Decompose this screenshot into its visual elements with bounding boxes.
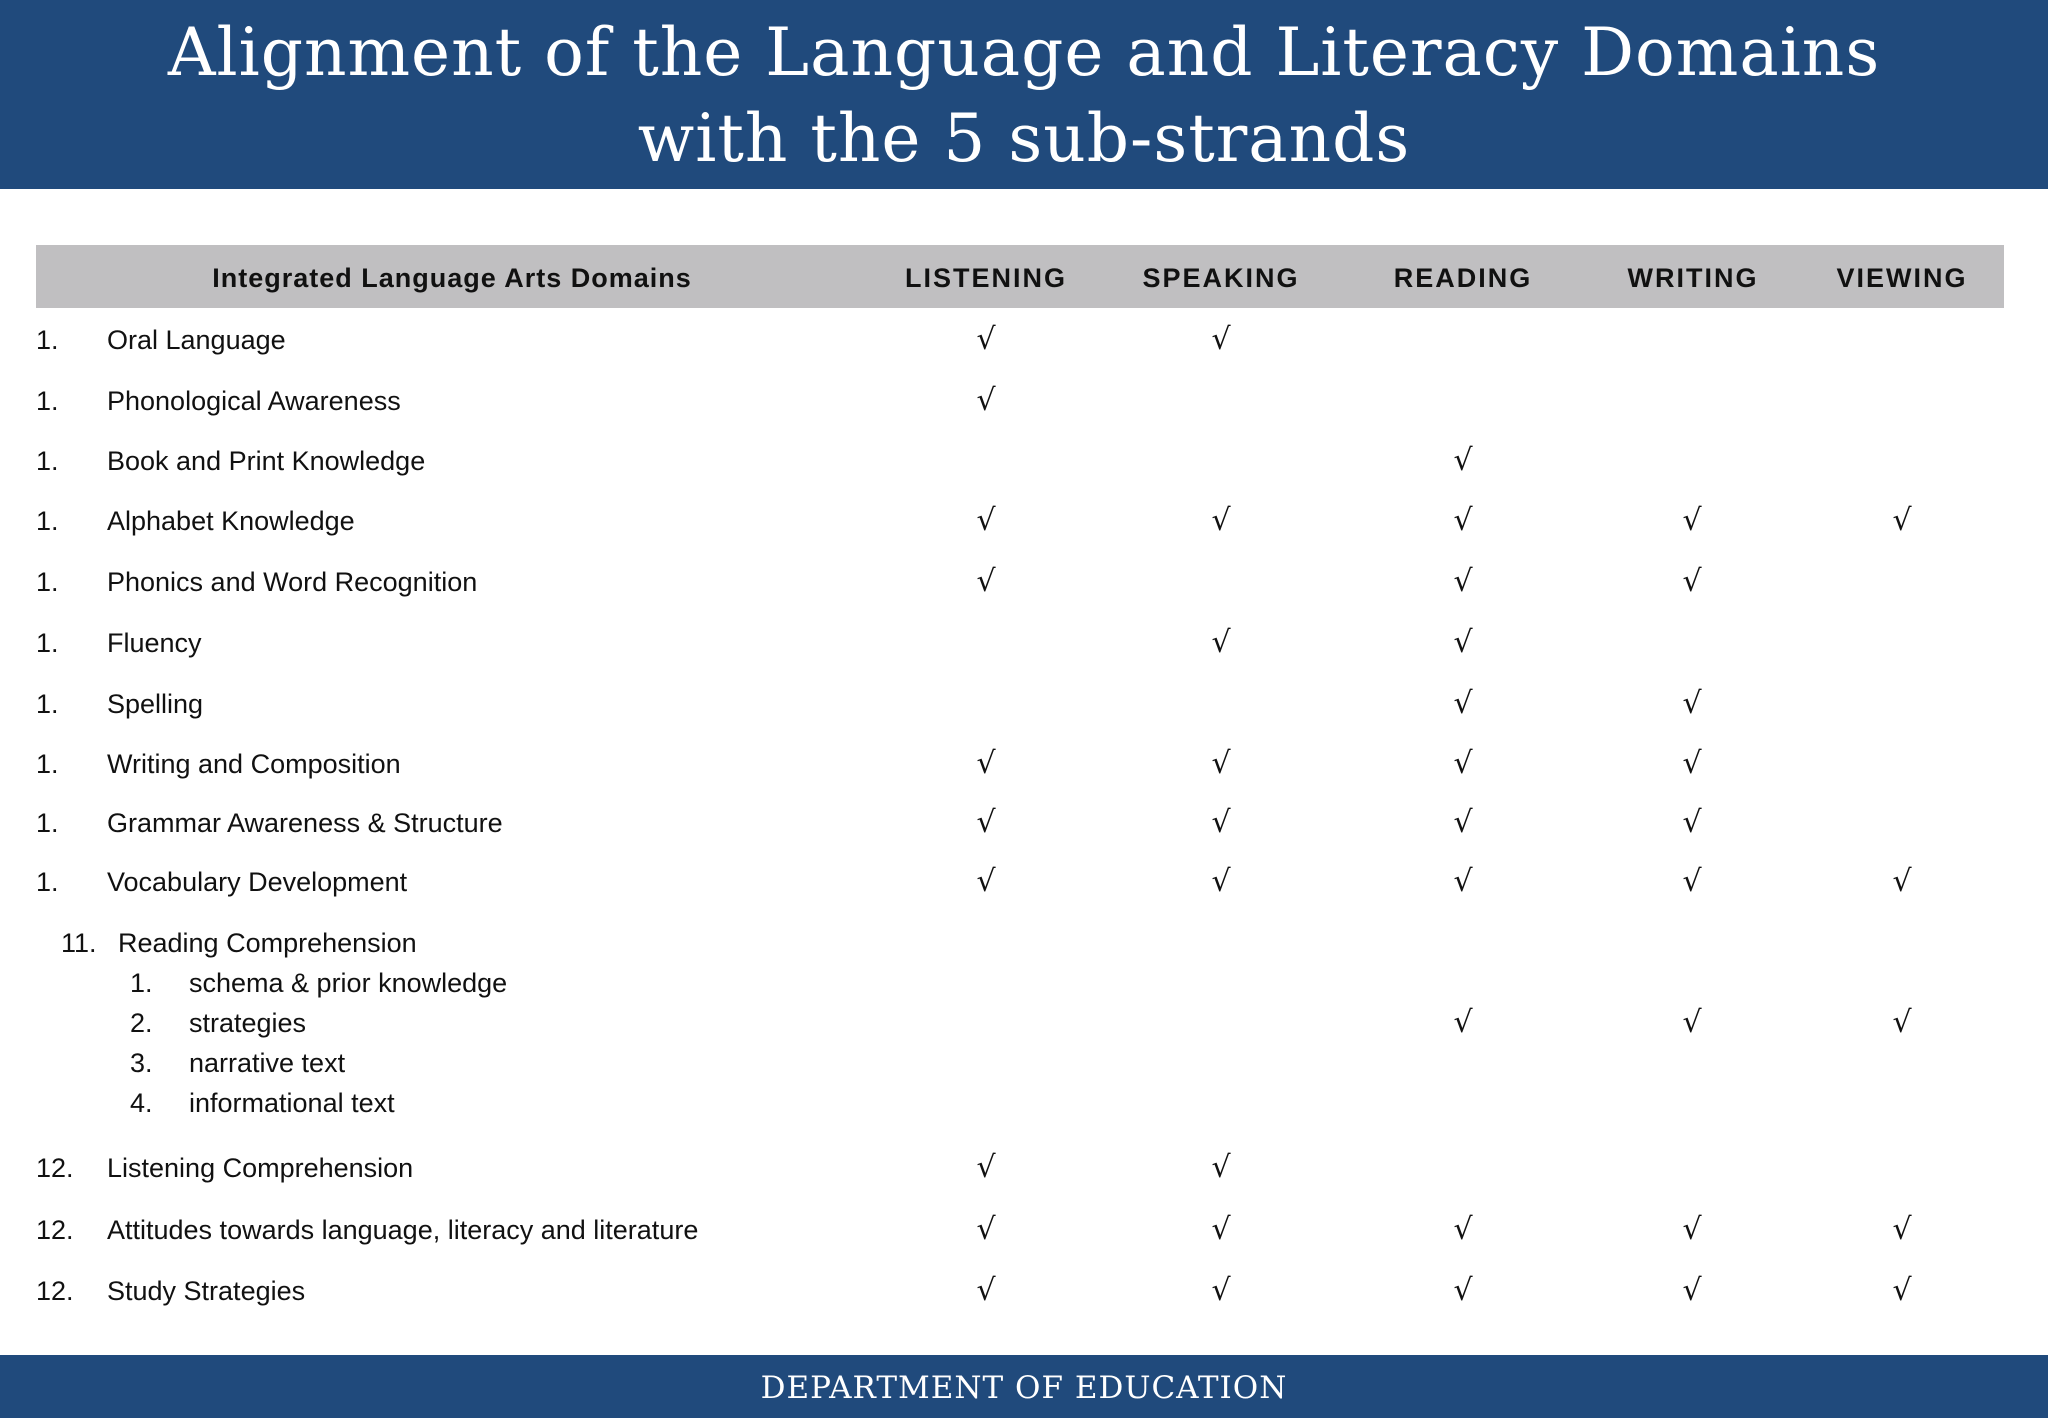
table-row — [0, 436, 2048, 486]
check-mark-listening: √ — [976, 805, 996, 840]
row-label: Attitudes towards language, literacy and literature — [107, 1215, 699, 1245]
check-mark-speaking: √ — [1211, 805, 1231, 840]
page-title-line-2: with the 5 sub-strands — [637, 100, 1411, 177]
row-number: 1. — [36, 446, 59, 476]
header-speaking: SPEAKING — [1142, 263, 1300, 293]
row-label: Oral Language — [107, 325, 286, 355]
row-number: 1. — [36, 689, 59, 719]
check-mark-listening: √ — [976, 1150, 996, 1185]
row-number: 1. — [36, 386, 59, 416]
check-mark-reading: √ — [1453, 564, 1473, 599]
subitem-label: informational text — [189, 1088, 395, 1118]
table-row — [0, 376, 2048, 426]
check-mark-speaking: √ — [1211, 322, 1231, 357]
check-mark-listening: √ — [976, 322, 996, 357]
check-mark-speaking: √ — [1211, 1150, 1231, 1185]
header-viewing: VIEWING — [1836, 263, 1968, 293]
row-number: 1. — [36, 325, 59, 355]
table-row — [0, 315, 2048, 365]
check-mark-writing: √ — [1682, 1005, 1702, 1040]
row-label: Spelling — [107, 689, 204, 719]
row-number: 1. — [36, 628, 59, 658]
row-number: 1. — [36, 506, 59, 536]
row-number: 12. — [36, 1276, 74, 1306]
row-number: 1. — [36, 567, 59, 597]
table-row — [0, 1266, 2048, 1316]
row-label: Reading Comprehension — [118, 928, 417, 958]
subitem-label: narrative text — [189, 1048, 346, 1078]
check-mark-viewing: √ — [1892, 864, 1912, 899]
check-mark-listening: √ — [976, 746, 996, 781]
table-row — [0, 679, 2048, 729]
check-mark-writing: √ — [1682, 503, 1702, 538]
subitem-label: strategies — [189, 1008, 307, 1038]
check-mark-reading: √ — [1453, 503, 1473, 538]
check-mark-writing: √ — [1682, 686, 1702, 721]
row-number: 11. — [61, 928, 97, 958]
footer-text: DEPARTMENT OF EDUCATION — [760, 1370, 1288, 1406]
subitem-number: 3. — [130, 1048, 153, 1078]
subitem-number: 1. — [130, 968, 153, 998]
check-mark-writing: √ — [1682, 1212, 1702, 1247]
check-mark-listening: √ — [976, 503, 996, 538]
check-mark-listening: √ — [976, 1212, 996, 1247]
check-mark-reading: √ — [1453, 443, 1473, 478]
row-number: 12. — [36, 1215, 74, 1245]
header-writing: WRITING — [1627, 263, 1759, 293]
row-label: Listening Comprehension — [107, 1153, 414, 1183]
table-row — [0, 618, 2048, 668]
row-label: Writing and Composition — [107, 749, 401, 779]
check-mark-writing: √ — [1682, 1273, 1702, 1308]
check-mark-speaking: √ — [1211, 1273, 1231, 1308]
check-mark-reading: √ — [1453, 805, 1473, 840]
row-label: Phonological Awareness — [107, 386, 401, 416]
check-mark-writing: √ — [1682, 746, 1702, 781]
table-row — [0, 496, 2048, 546]
table-row — [0, 739, 2048, 789]
table-row — [0, 798, 2048, 848]
check-mark-reading: √ — [1453, 625, 1473, 660]
title-banner — [0, 0, 2048, 189]
row-label: Alphabet Knowledge — [107, 506, 355, 536]
check-mark-reading: √ — [1453, 686, 1473, 721]
table-row — [0, 1205, 2048, 1255]
table-row — [0, 557, 2048, 607]
subitem-number: 2. — [130, 1008, 153, 1038]
footer-banner — [0, 1355, 2048, 1418]
check-mark-reading: √ — [1453, 1212, 1473, 1247]
subitem-label: schema & prior knowledge — [189, 968, 508, 998]
check-mark-reading: √ — [1453, 864, 1473, 899]
table-header — [36, 245, 2004, 308]
row-label: Study Strategies — [107, 1276, 306, 1306]
check-mark-viewing: √ — [1892, 503, 1912, 538]
row-label: Phonics and Word Recognition — [107, 567, 478, 597]
row-label: Vocabulary Development — [107, 867, 408, 897]
check-mark-viewing: √ — [1892, 1005, 1912, 1040]
check-mark-speaking: √ — [1211, 1212, 1231, 1247]
check-mark-listening: √ — [976, 864, 996, 899]
row-number: 1. — [36, 749, 59, 779]
row-number: 1. — [36, 867, 59, 897]
check-mark-speaking: √ — [1211, 625, 1231, 660]
check-mark-reading: √ — [1453, 1273, 1473, 1308]
row-number: 12. — [36, 1153, 74, 1183]
check-mark-listening: √ — [976, 564, 996, 599]
check-mark-writing: √ — [1682, 864, 1702, 899]
row-number: 1. — [36, 808, 59, 838]
row-label: Grammar Awareness & Structure — [107, 808, 503, 838]
table-row — [0, 1143, 2048, 1193]
page-title-line-1: Alignment of the Language and Literacy Domains — [167, 14, 1881, 91]
check-mark-viewing: √ — [1892, 1273, 1912, 1308]
header-listening: LISTENING — [904, 263, 1068, 293]
header-reading: READING — [1393, 263, 1533, 293]
check-mark-writing: √ — [1682, 564, 1702, 599]
table-row — [0, 857, 2048, 907]
header-domains: Integrated Language Arts Domains — [212, 263, 692, 293]
row-label: Book and Print Knowledge — [107, 446, 426, 476]
check-mark-reading: √ — [1453, 746, 1473, 781]
check-mark-listening: √ — [976, 1273, 996, 1308]
check-mark-viewing: √ — [1892, 1212, 1912, 1247]
row-label: Fluency — [107, 628, 202, 658]
check-mark-reading: √ — [1453, 1005, 1473, 1040]
check-mark-writing: √ — [1682, 805, 1702, 840]
check-mark-speaking: √ — [1211, 503, 1231, 538]
check-mark-speaking: √ — [1211, 746, 1231, 781]
check-mark-listening: √ — [976, 383, 996, 418]
check-mark-speaking: √ — [1211, 864, 1231, 899]
subitem-number: 4. — [130, 1088, 153, 1118]
